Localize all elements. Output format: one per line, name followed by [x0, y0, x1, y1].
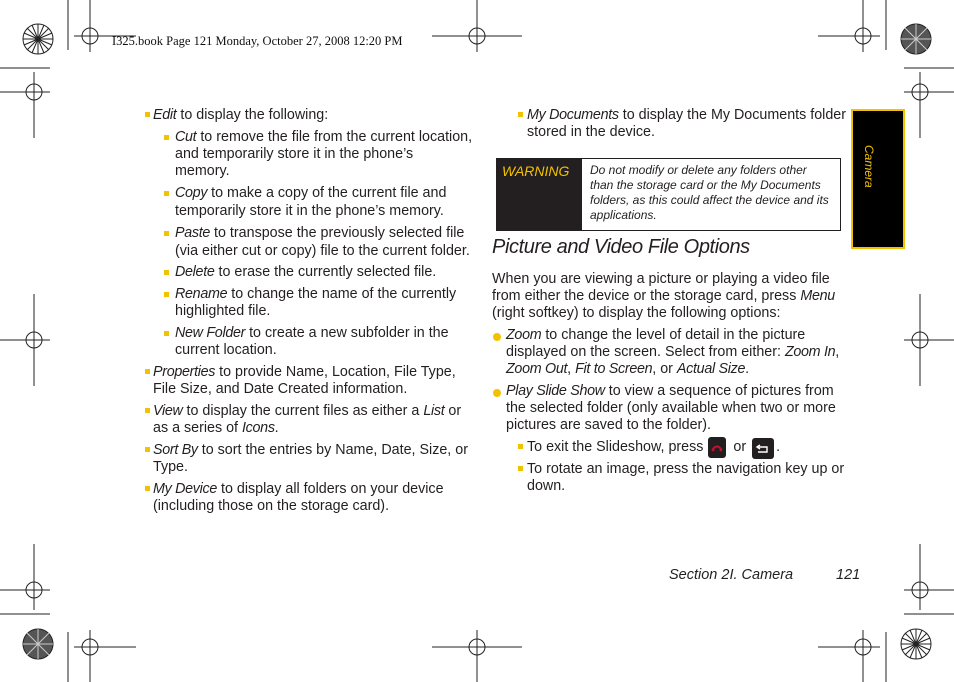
print-header: I325.book Page 121 Monday, October 27, 2008 12:20 PM	[112, 34, 403, 48]
footer-section: Section 2I. Camera	[669, 567, 794, 583]
bullet-square-icon	[164, 191, 169, 196]
end-key-icon	[708, 437, 726, 458]
menu-edit: Edit to display the following:	[153, 107, 329, 123]
exit-slideshow-text: To exit the Slideshow, press or .	[527, 439, 781, 455]
warning-label-cell	[497, 159, 582, 230]
menu-properties: Properties to provide Name, Location, File Type, File Size, and Date Created information.	[153, 364, 456, 397]
bullet-square-icon	[164, 331, 169, 336]
menu-my-documents: My Documents to display the My Documents folder stored in the device.	[527, 107, 847, 140]
bullet-square-icon	[164, 270, 169, 275]
option-play-slide-show: Play Slide Show to view a sequence of pictures from the selected folder (only available when two or more pictures are saved to the folder).	[506, 383, 836, 433]
menu-new-folder: New Folder to create a new subfolder in the current location.	[175, 325, 449, 358]
bullet-square-icon	[164, 231, 169, 236]
menu-view: View to display the current files as either a List or as a series of Icons.	[153, 403, 462, 436]
footer-page-number: 121	[836, 567, 861, 583]
rotate-image-text: To rotate an image, press the navigation key up or down.	[527, 461, 845, 494]
menu-copy: Copy to make a copy of the current file and temporarily store it in the phone’s memory.	[175, 185, 447, 219]
bullet-dot-icon	[493, 333, 501, 341]
bullet-square-icon	[164, 135, 169, 140]
menu-cut: Cut to remove the file from the current location, and temporarily store it in the phone’s memory.	[175, 129, 473, 179]
menu-my-device: My Device to display all folders on your device (including those on the storage card).	[153, 481, 444, 514]
intro-paragraph: When you are viewing a picture or playing a video file from either the device or the storage card, press Menu (right softkey) to display the following options:	[492, 271, 835, 321]
menu-paste: Paste to transpose the previously selected file (via either cut or copy) file to the current folder.	[175, 225, 470, 259]
bullet-dot-icon	[493, 389, 501, 397]
bullet-square-icon	[145, 112, 150, 117]
menu-rename: Rename to change the name of the currently highlighted file.	[175, 286, 457, 319]
option-zoom: Zoom to change the level of detail in the picture displayed on the screen. Select from either: Zoom In, Zoom Out, Fit to Screen, or Actual Size.	[506, 327, 840, 377]
bullet-square-icon	[164, 292, 169, 297]
warning-box	[496, 158, 841, 231]
bullet-square-icon	[518, 466, 523, 471]
bullet-square-icon	[518, 112, 523, 117]
bullet-square-icon	[145, 447, 150, 452]
side-tab-label: Camera	[862, 145, 876, 188]
warning-message: Do not modify or delete any folders other than the storage card or the My Documents folders, as this could affect the device and its applications.	[590, 163, 829, 222]
bullet-square-icon	[518, 444, 523, 449]
bullet-square-icon	[145, 486, 150, 491]
bullet-square-icon	[145, 369, 150, 374]
back-key-icon	[752, 438, 774, 459]
menu-delete: Delete to erase the currently selected file.	[175, 264, 437, 280]
section-side-tab	[851, 109, 905, 249]
section-heading: Picture and Video File Options	[492, 236, 750, 258]
bullet-square-icon	[145, 408, 150, 413]
menu-sort-by: Sort By to sort the entries by Name, Date, Size, or Type.	[153, 442, 468, 475]
warning-label: WARNING	[502, 163, 570, 179]
